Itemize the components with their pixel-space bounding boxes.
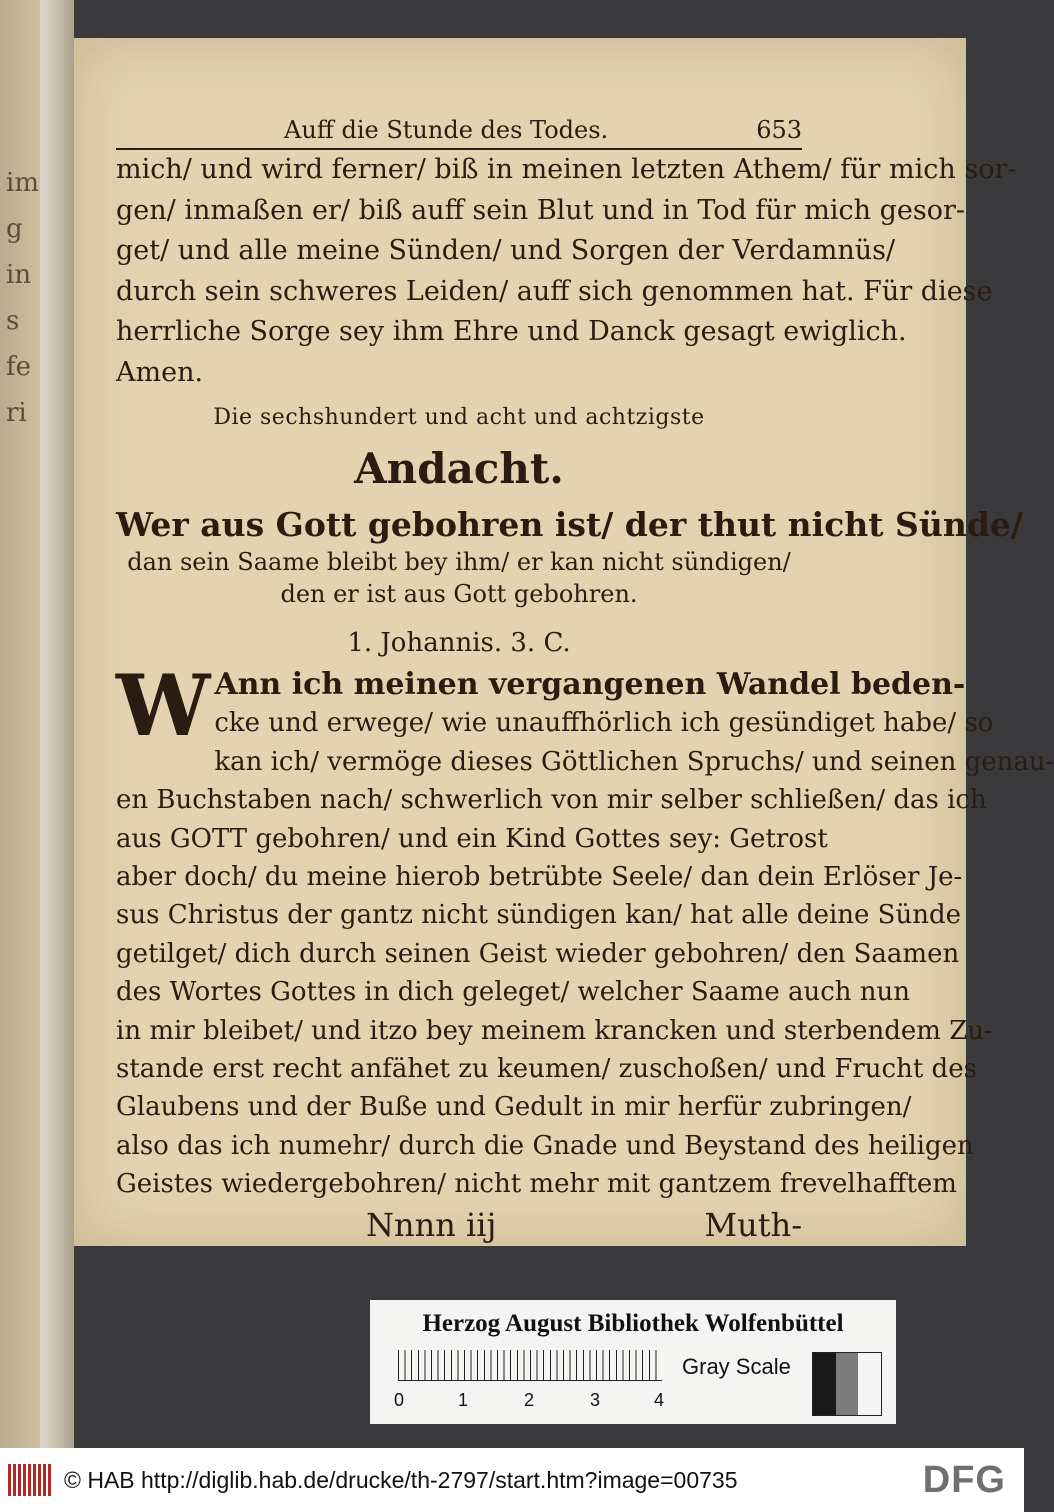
facing-page-fragment: im <box>6 168 39 198</box>
continuation-text <box>116 150 1017 393</box>
text-line: also das ich numehr/ durch die Gnade und Beystand des heiligen <box>116 1130 974 1161</box>
facing-page-fragment: g <box>6 214 23 244</box>
swatch-gray <box>836 1353 859 1415</box>
catchword: Muth- <box>704 1205 802 1244</box>
facing-page-fragment: in <box>6 260 32 290</box>
facing-page-fragment: fe <box>6 352 32 382</box>
color-target-card <box>370 1300 896 1424</box>
text-line: aus GOTT gebohren/ und ein Kind Gottes sey: Getrost <box>116 823 828 854</box>
section-heading: Andacht. <box>354 444 564 493</box>
text-line: gen/ inmaßen er/ biß auff sein Blut und in Tod für mich gesor- <box>116 194 966 226</box>
page-footer <box>116 1206 802 1244</box>
text-line: getilget/ dich durch seinen Geist wieder gebohren/ den Saamen <box>116 938 960 969</box>
ruler-number: 2 <box>524 1390 535 1410</box>
text-line: stande erst recht anfähet zu keumen/ zuschoßen/ und Frucht des <box>116 1054 977 1085</box>
facing-page-text <box>6 160 39 436</box>
text-line: Amen. <box>116 356 204 388</box>
book-clamp <box>40 0 74 1448</box>
text-line: herrliche Sorge sey ihm Ehre und Danck gesagt ewiglich. <box>116 316 907 347</box>
verse-reference: 1. Johannis. 3. C. <box>347 628 571 658</box>
verse-quote <box>116 505 1023 608</box>
footer-bar <box>0 1448 1024 1512</box>
text-line: aber doch/ du meine hierob betrübte Seele/ dan dein Erlöser Je- <box>116 862 963 893</box>
verse-line: Wer aus Gott gebohren ist/ der thut nicht Sünde/ <box>116 505 1023 544</box>
ruler-number: 3 <box>590 1390 601 1410</box>
text-line: get/ und alle meine Sünden/ und Sorgen der Verdamnüs/ <box>116 235 896 266</box>
text-line: durch sein schweres Leiden/ auff sich genommen hat. Für diese <box>116 275 993 307</box>
text-line: en Buchstaben nach/ schwerlich von mir selber schließen/ das ich <box>116 785 987 816</box>
text-line: Glaubens und der Buße und Gedult in mir herfür zubringen/ <box>116 1092 912 1123</box>
library-name: Herzog August Bibliothek Wolfenbüttel <box>422 1310 844 1337</box>
devotion-paragraph <box>116 656 1054 1204</box>
facing-page-fragment: ri <box>6 398 27 428</box>
text-line: sus Christus der gantz nicht sündigen kan/ hat alle deine Sünde <box>116 900 961 931</box>
section-heading-small: Die sechshundert und acht und achtzigste <box>213 405 705 430</box>
text-block <box>116 116 1054 1244</box>
facing-page-fragment: s <box>6 306 20 336</box>
running-head <box>116 116 802 150</box>
scale-ruler <box>398 1350 662 1381</box>
text-line: kan ich/ vermöge dieses Göttlichen Spruchs/ und seinen genau- <box>214 746 1054 777</box>
copyright-url[interactable]: © HAB http://diglib.hab.de/drucke/th-2797/start.htm?image=00735 <box>64 1466 738 1493</box>
text-line: cke und erwege/ wie unauffhörlich ich gesündiget habe/ so <box>214 708 994 739</box>
running-head-title: Auff die Stunde des Todes. <box>284 116 609 144</box>
page-number: 653 <box>756 116 802 144</box>
text-line: des Wortes Gottes in dich geleget/ welcher Saame auch nun <box>116 977 911 1008</box>
facing-page-edge <box>0 0 74 1448</box>
swatch-black <box>813 1353 836 1415</box>
ruler-number: 0 <box>394 1390 405 1410</box>
gray-scale-label: Gray Scale <box>682 1354 791 1379</box>
text-line: Ann ich meinen vergangenen Wandel beden- <box>214 667 966 702</box>
hab-logo-icon <box>8 1464 52 1496</box>
text-line: in mir bleibet/ und itzo bey meinem krancken und sterbendem Zu- <box>116 1015 993 1046</box>
signature-mark: Nnnn iij <box>366 1205 497 1244</box>
text-line: Geistes wiedergebohren/ nicht mehr mit gantzem frevelhafftem <box>116 1169 957 1200</box>
ruler-number: 1 <box>458 1390 469 1410</box>
dfg-logo: DFG <box>922 1458 1006 1501</box>
verse-line: dan sein Saame bleibt bey ihm/ er kan nicht sündigen/ <box>127 548 791 576</box>
verse-line: den er ist aus Gott gebohren. <box>280 580 638 608</box>
book-page <box>74 38 1054 1246</box>
text-line: mich/ und wird ferner/ biß in meinen letzten Athem/ für mich sor- <box>116 154 1017 185</box>
ruler-number: 4 <box>654 1390 665 1410</box>
gray-scale-swatches <box>812 1352 882 1416</box>
drop-cap: W <box>116 656 211 755</box>
swatch-white <box>858 1353 881 1415</box>
